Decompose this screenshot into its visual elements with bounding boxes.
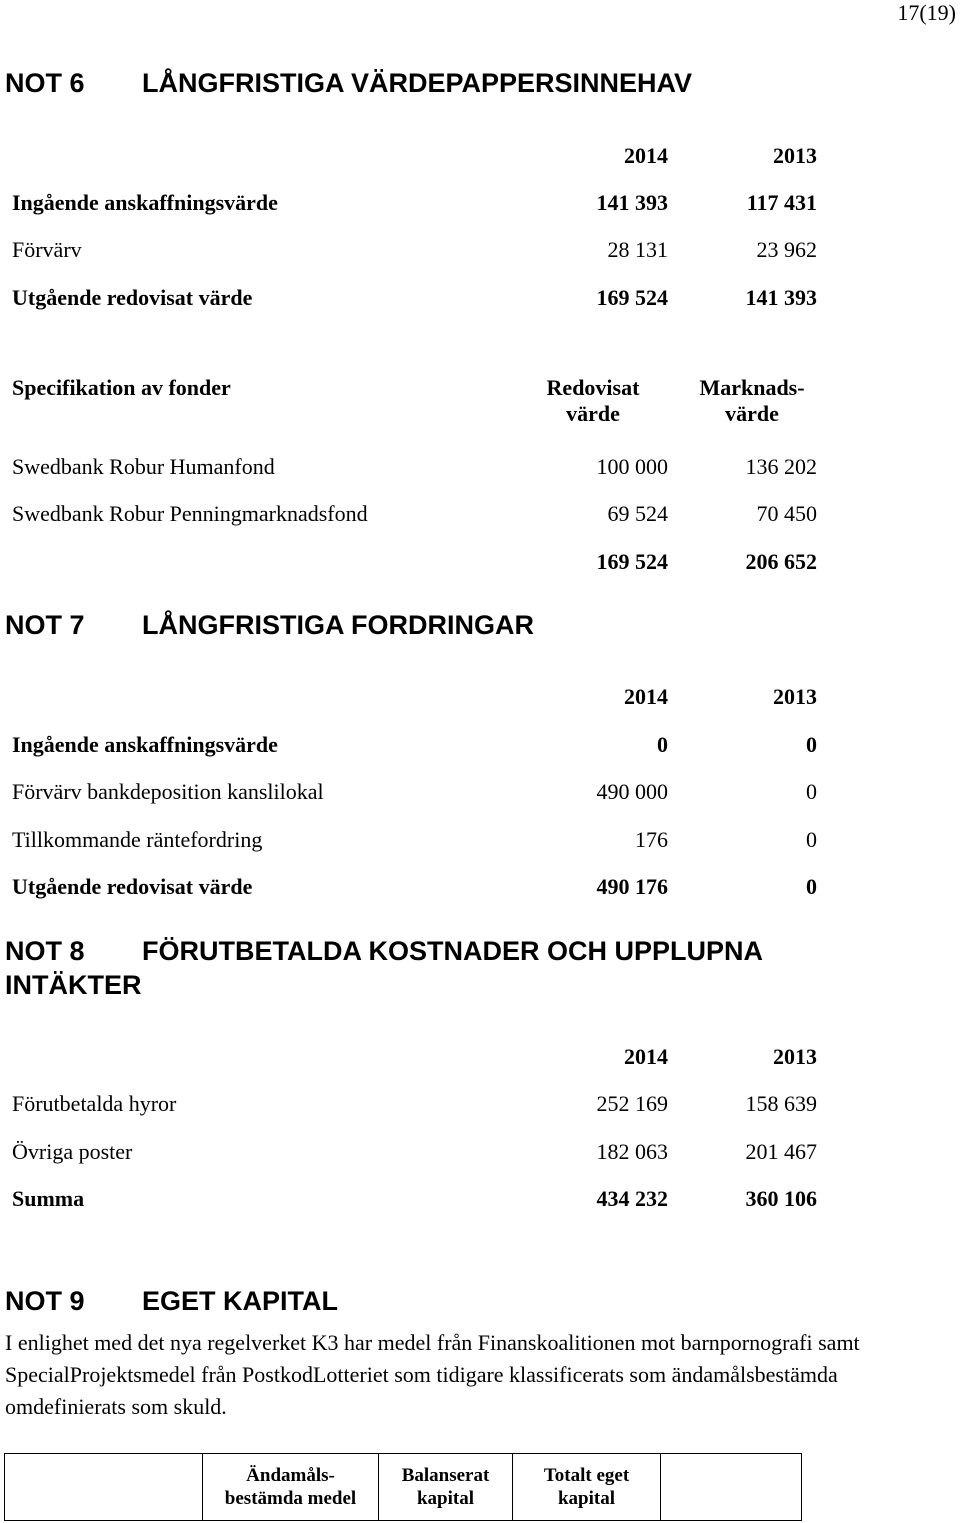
spec-row-value-redovisat: 100 000 xyxy=(596,454,668,479)
note7-row-value-2013: 0 xyxy=(806,732,817,757)
spec-row-value-marknad: 136 202 xyxy=(745,454,817,479)
note7-row-value-2014: 490 176 xyxy=(596,874,668,899)
note9-title: EGET KAPITAL xyxy=(142,1286,339,1316)
note6-row-value-2014: 141 393 xyxy=(596,190,668,215)
note6-row-label: Utgående redovisat värde xyxy=(12,285,253,310)
note7-year-2013: 2013 xyxy=(773,684,817,709)
note8-row-value-2014: 434 232 xyxy=(596,1186,668,1211)
spec-total-redovisat: 169 524 xyxy=(596,549,668,574)
note8-title-line1: FÖRUTBETALDA KOSTNADER OCH UPPLUPNA xyxy=(142,936,763,966)
note7-row-value-2014: 176 xyxy=(635,827,668,852)
note8-row-value-2013: 360 106 xyxy=(745,1186,817,1211)
note6-row-value-2013: 117 431 xyxy=(746,190,817,215)
note7-row-value-2014: 490 000 xyxy=(596,779,668,804)
note7-row-value-2013: 0 xyxy=(806,874,817,899)
note6-row-value-2014: 169 524 xyxy=(596,285,668,310)
equity-table-header-cell xyxy=(5,1454,203,1521)
note7-row-value-2014: 0 xyxy=(657,732,668,757)
note7-row-value-2013: 0 xyxy=(806,827,817,852)
equity-table-header-cell: Totalt eget kapital xyxy=(513,1454,661,1521)
page-number: 17(19) xyxy=(897,0,956,25)
spec-col2-line2: värde xyxy=(725,401,779,426)
equity-table-header-cell: Balanserat kapital xyxy=(379,1454,513,1521)
note9-paragraph: I enlighet med det nya regelverket K3 har medel från Finanskoalitionen mot barnpornografi samt SpecialProjektsmedel från PostkodLotteriet som tidigare klassificerats som ändamålsbestämda omdefinierats som skuld. xyxy=(5,1330,860,1419)
spec-total-marknad: 206 652 xyxy=(745,549,817,574)
note6-year-2014: 2014 xyxy=(624,143,668,168)
note8-title-line2: INTÄKTER xyxy=(5,970,142,1000)
spec-row-label: Swedbank Robur Humanfond xyxy=(12,454,275,479)
note6-row-value-2013: 141 393 xyxy=(745,285,817,310)
spec-col1-line1: Redovisat xyxy=(546,375,640,400)
spec-col1-header xyxy=(527,375,659,427)
note8-number: NOT 8 xyxy=(5,936,85,966)
note7-number: NOT 7 xyxy=(5,610,85,640)
equity-table-header-cell xyxy=(661,1454,802,1521)
note7-row-label: Tillkommande räntefordring xyxy=(12,827,263,852)
note6-year-2013: 2013 xyxy=(773,143,817,168)
note6-row-label: Ingående anskaffningsvärde xyxy=(12,190,278,215)
note6-title: LÅNGFRISTIGA VÄRDEPAPPERSINNEHAV xyxy=(142,68,693,98)
note8-row-value-2013: 158 639 xyxy=(745,1091,817,1116)
note8-row-value-2014: 252 169 xyxy=(596,1091,668,1116)
spec-row-value-marknad: 70 450 xyxy=(756,501,817,526)
note8-row-label: Övriga poster xyxy=(12,1139,133,1164)
spec-row-label: Swedbank Robur Penningmarknadsfond xyxy=(12,501,368,526)
note8-row-label: Förutbetalda hyror xyxy=(12,1091,177,1116)
note7-row-label: Ingående anskaffningsvärde xyxy=(12,732,278,757)
equity-table xyxy=(4,1453,802,1521)
spec-col2-line1: Marknads- xyxy=(699,375,805,400)
equity-table-header-row xyxy=(5,1454,802,1521)
equity-table-header-cell: Ändamåls- bestämda medel xyxy=(203,1454,379,1521)
spec-col1-line2: värde xyxy=(566,401,620,426)
spec-label: Specifikation av fonder xyxy=(12,375,231,400)
note8-year-2013: 2013 xyxy=(773,1044,817,1069)
note6-row-label: Förvärv xyxy=(12,237,82,262)
note8-row-label: Summa xyxy=(12,1186,85,1211)
spec-row-value-redovisat: 69 524 xyxy=(607,501,668,526)
note7-row-label: Utgående redovisat värde xyxy=(12,874,253,899)
spec-col2-header xyxy=(684,375,820,427)
note9-number: NOT 9 xyxy=(5,1286,85,1316)
note6-row-value-2013: 23 962 xyxy=(756,237,817,262)
note8-row-value-2013: 201 467 xyxy=(745,1139,817,1164)
note7-row-label: Förvärv bankdeposition kanslilokal xyxy=(12,779,324,804)
note7-title: LÅNGFRISTIGA FORDRINGAR xyxy=(142,610,534,640)
note7-year-2014: 2014 xyxy=(624,684,668,709)
note8-row-value-2014: 182 063 xyxy=(596,1139,668,1164)
note6-number: NOT 6 xyxy=(5,68,85,98)
note6-row-value-2014: 28 131 xyxy=(607,237,668,262)
note8-year-2014: 2014 xyxy=(624,1044,668,1069)
note7-row-value-2013: 0 xyxy=(806,779,817,804)
